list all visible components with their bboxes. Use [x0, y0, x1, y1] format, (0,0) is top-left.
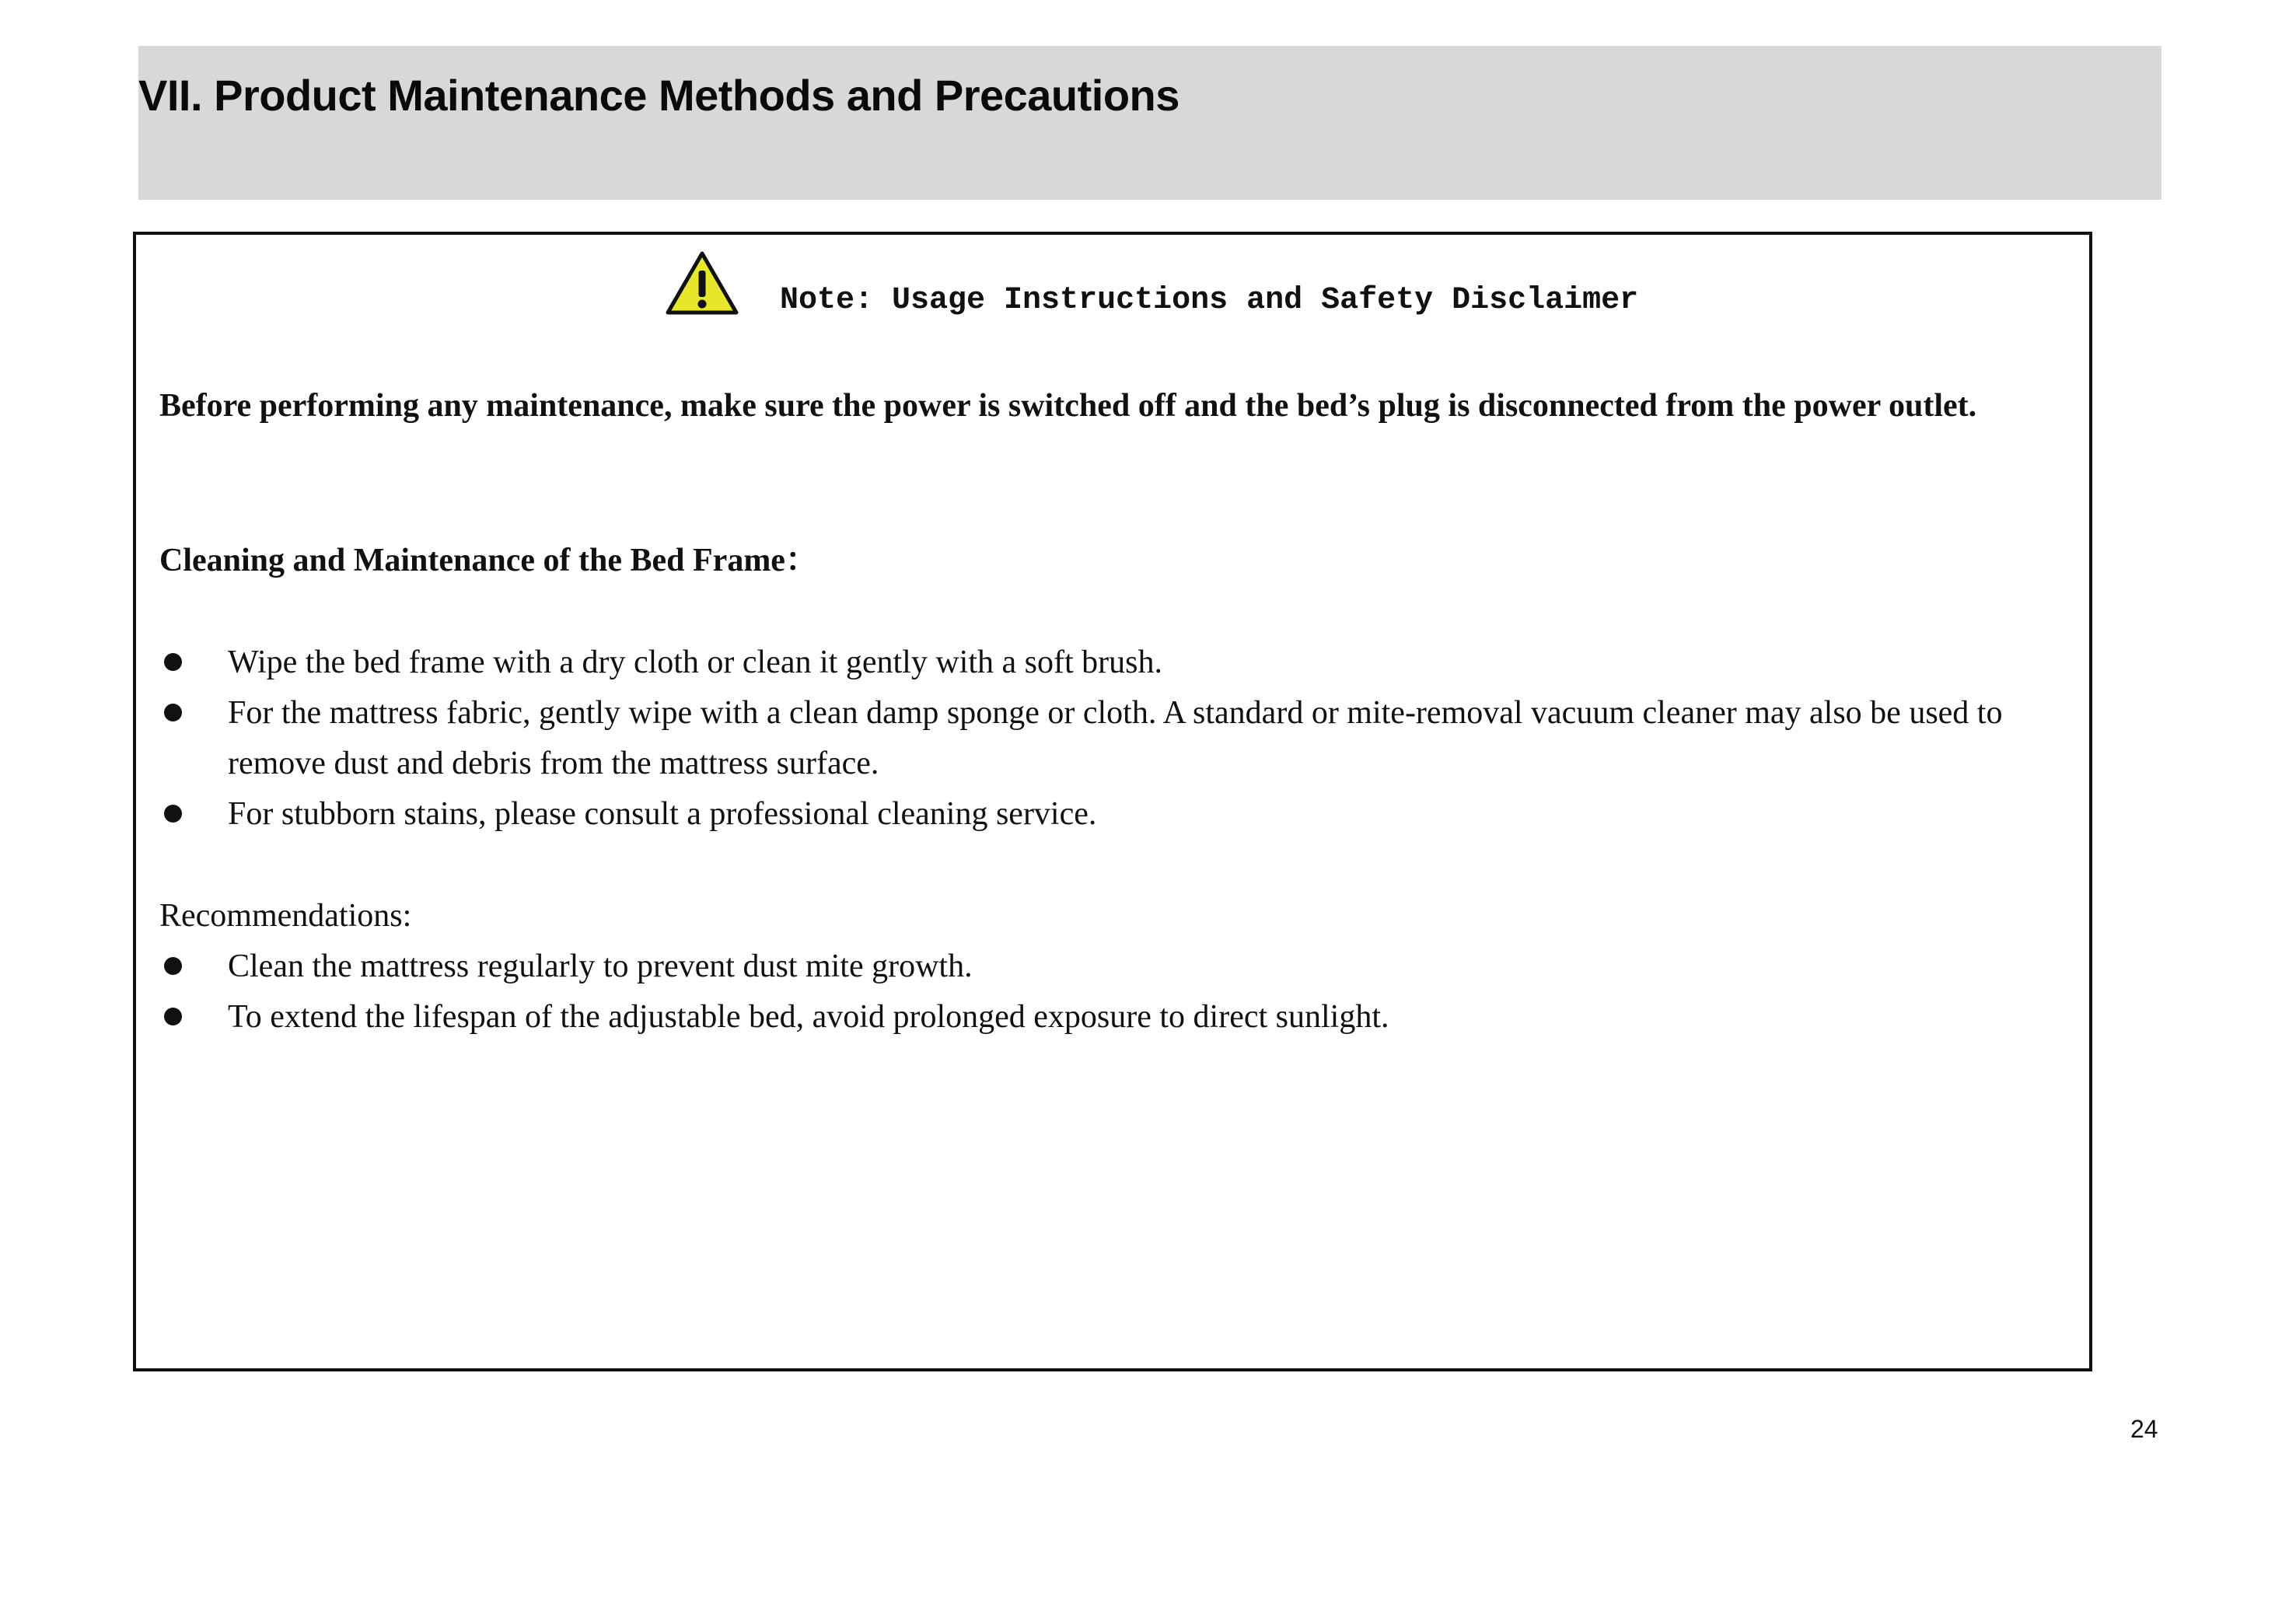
bullet-icon	[164, 957, 182, 975]
page-number: 24	[2130, 1415, 2158, 1443]
list-item-text: Wipe the bed frame with a dry cloth or clean it gently with a soft brush.	[228, 645, 1162, 680]
list-item	[159, 688, 2071, 789]
recommendations-list	[159, 941, 2071, 1043]
bullet-icon	[164, 653, 182, 671]
notice-heading-text: Note: Usage Instructions and Safety Disclaimer	[780, 283, 1639, 318]
list-item	[159, 941, 2071, 992]
cleaning-heading: Cleaning and Maintenance of the Bed Frame：	[159, 543, 818, 578]
list-item	[159, 638, 2071, 688]
bullet-icon	[164, 704, 182, 721]
list-item	[159, 789, 2071, 840]
notice-box	[133, 232, 2092, 1371]
section-title: VII. Product Maintenance Methods and Precautions	[138, 71, 1179, 120]
list-item-text: To extend the lifespan of the adjustable bed, avoid prolonged exposure to direct sunlight.	[228, 999, 1389, 1035]
notice-heading	[665, 249, 1638, 327]
section-header	[138, 46, 2161, 200]
list-item	[159, 992, 2071, 1043]
list-item-text: For the mattress fabric, gently wipe with a clean damp sponge or cloth. A standard or mite-removal vacuum cleaner may also be used to remove dust and debris from the mattress surface.	[228, 695, 2003, 781]
warning-triangle-icon	[665, 250, 739, 317]
list-item-text: Clean the mattress regularly to prevent dust mite growth.	[228, 948, 973, 984]
recommendations-heading: Recommendations:	[159, 898, 412, 934]
bullet-icon	[164, 805, 182, 823]
bullet-icon	[164, 1008, 182, 1025]
power-disclaimer: Before performing any maintenance, make sure the power is switched off and the bed’s plug is disconnected from the power outlet.	[159, 388, 1977, 424]
cleaning-list	[159, 638, 2071, 840]
list-item-text: For stubborn stains, please consult a professional cleaning service.	[228, 796, 1097, 832]
